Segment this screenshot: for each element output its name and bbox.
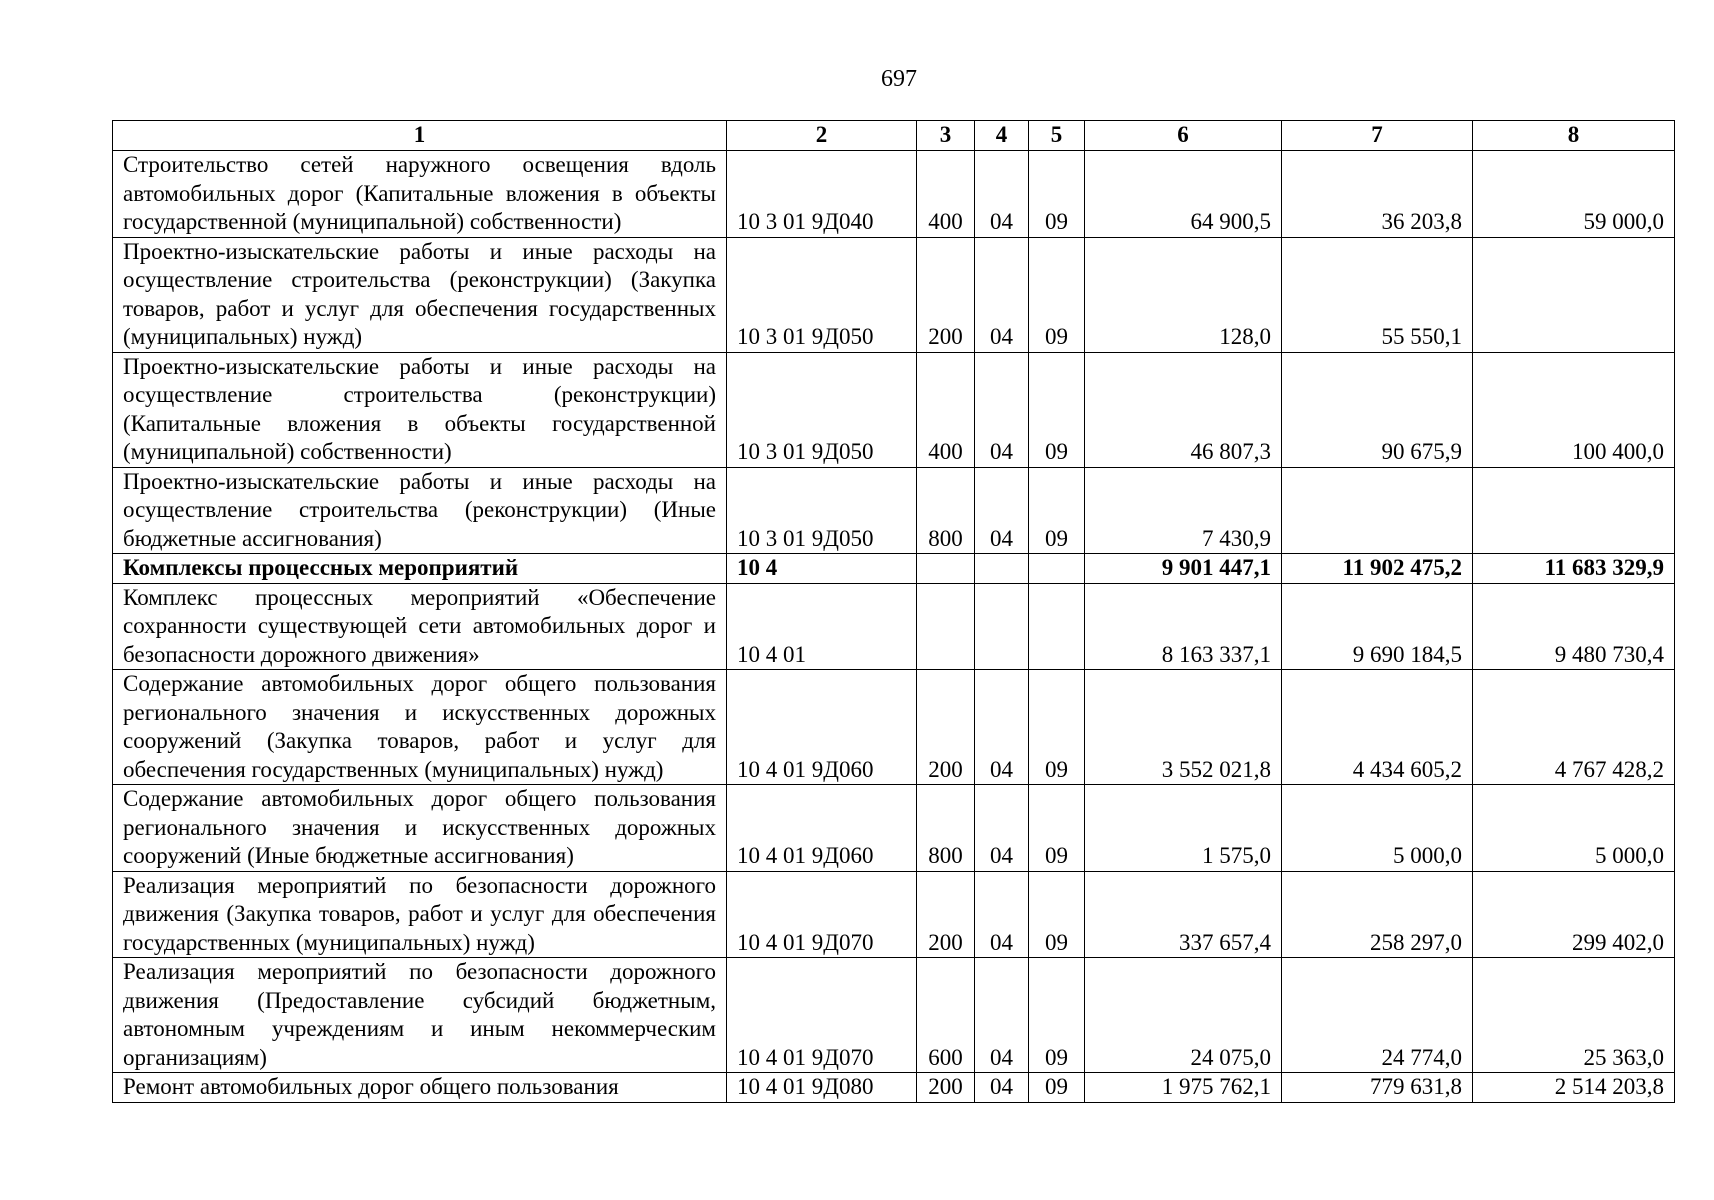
row-amount-col7-cell: 24 774,0 [1282,958,1473,1073]
row-amount-col6-cell: 1 575,0 [1085,785,1282,872]
row-amount-col7-cell: 9 690 184,5 [1282,583,1473,670]
row-amount-col7-cell: 55 550,1 [1282,237,1473,352]
row-code-cell: 10 4 01 9Д070 [727,958,917,1073]
row-section-cell: 04 [975,958,1029,1073]
row-name-cell: Ремонт автомобильных дорог общего пользования [113,1073,727,1103]
row-section-cell: 04 [975,871,1029,958]
row-section-cell: 04 [975,151,1029,238]
row-section-cell: 04 [975,467,1029,554]
row-amount-col6-cell: 24 075,0 [1085,958,1282,1073]
row-amount-col6-cell: 1 975 762,1 [1085,1073,1282,1103]
row-code-cell: 10 3 01 9Д050 [727,352,917,467]
budget-table [112,120,1675,1103]
row-expense-type-cell: 600 [917,958,975,1073]
table-row [113,467,1675,554]
row-amount-col8-cell: 100 400,0 [1473,352,1675,467]
row-amount-col8-cell [1473,237,1675,352]
row-amount-col7-cell [1282,467,1473,554]
row-code-cell: 10 4 01 9Д060 [727,670,917,785]
column-header: 6 [1085,121,1282,151]
table-row [113,237,1675,352]
column-header: 4 [975,121,1029,151]
row-name-cell: Реализация мероприятий по безопасности дорожного движения (Предоставление субсидий бюджетным, автономным учреждениям и иным некоммерческим организациям) [113,958,727,1073]
row-expense-type-cell: 400 [917,352,975,467]
row-subsection-cell: 09 [1029,352,1085,467]
row-section-cell [975,554,1029,584]
table-row [113,958,1675,1073]
row-subsection-cell [1029,554,1085,584]
row-amount-col7-cell: 36 203,8 [1282,151,1473,238]
row-expense-type-cell [917,583,975,670]
column-header: 2 [727,121,917,151]
row-amount-col6-cell: 7 430,9 [1085,467,1282,554]
row-amount-col6-cell: 337 657,4 [1085,871,1282,958]
row-amount-col6-cell: 64 900,5 [1085,151,1282,238]
row-amount-col8-cell: 59 000,0 [1473,151,1675,238]
table-row [113,1073,1675,1103]
row-subsection-cell: 09 [1029,871,1085,958]
row-code-cell: 10 3 01 9Д050 [727,467,917,554]
row-name-cell: Проектно-изыскательские работы и иные расходы на осуществление строительства (реконструкции) (Капитальные вложения в объекты государственной (муниципальной) собственности) [113,352,727,467]
page-number: 697 [881,66,917,92]
row-name-cell: Комплексы процессных мероприятий [113,554,727,584]
column-header: 5 [1029,121,1085,151]
row-name-cell: Содержание автомобильных дорог общего пользования регионального значения и искусственных дорожных сооружений (Иные бюджетные ассигнования) [113,785,727,872]
row-subsection-cell: 09 [1029,467,1085,554]
table-row [113,151,1675,238]
row-amount-col6-cell: 9 901 447,1 [1085,554,1282,584]
row-section-cell [975,583,1029,670]
row-section-cell: 04 [975,352,1029,467]
row-amount-col7-cell: 779 631,8 [1282,1073,1473,1103]
table-row [113,583,1675,670]
row-amount-col8-cell: 5 000,0 [1473,785,1675,872]
row-name-cell: Содержание автомобильных дорог общего пользования регионального значения и искусственных дорожных сооружений (Закупка товаров, работ и услуг для обеспечения государственных (муниципальных) нужд) [113,670,727,785]
row-amount-col8-cell: 25 363,0 [1473,958,1675,1073]
column-header: 8 [1473,121,1675,151]
row-amount-col7-cell: 4 434 605,2 [1282,670,1473,785]
row-section-cell: 04 [975,237,1029,352]
table-row [113,785,1675,872]
column-header: 3 [917,121,975,151]
row-amount-col7-cell: 5 000,0 [1282,785,1473,872]
row-subsection-cell: 09 [1029,237,1085,352]
table-row [113,554,1675,584]
row-section-cell: 04 [975,785,1029,872]
row-name-cell: Комплекс процессных мероприятий «Обеспечение сохранности существующей сети автомобильных дорог и безопасности дорожного движения» [113,583,727,670]
row-expense-type-cell: 400 [917,151,975,238]
row-code-cell: 10 4 01 9Д080 [727,1073,917,1103]
row-amount-col7-cell: 258 297,0 [1282,871,1473,958]
row-section-cell: 04 [975,1073,1029,1103]
row-name-cell: Проектно-изыскательские работы и иные расходы на осуществление строительства (реконструкции) (Иные бюджетные ассигнования) [113,467,727,554]
row-subsection-cell: 09 [1029,670,1085,785]
row-code-cell: 10 4 01 [727,583,917,670]
row-amount-col8-cell: 9 480 730,4 [1473,583,1675,670]
row-amount-col8-cell: 299 402,0 [1473,871,1675,958]
row-amount-col8-cell: 11 683 329,9 [1473,554,1675,584]
row-amount-col8-cell: 2 514 203,8 [1473,1073,1675,1103]
row-subsection-cell [1029,583,1085,670]
column-header: 7 [1282,121,1473,151]
row-code-cell: 10 3 01 9Д040 [727,151,917,238]
row-amount-col8-cell [1473,467,1675,554]
row-subsection-cell: 09 [1029,785,1085,872]
row-section-cell: 04 [975,670,1029,785]
table-row [113,670,1675,785]
table-row [113,871,1675,958]
row-amount-col6-cell: 128,0 [1085,237,1282,352]
row-expense-type-cell: 200 [917,670,975,785]
row-amount-col6-cell: 3 552 021,8 [1085,670,1282,785]
row-amount-col7-cell: 90 675,9 [1282,352,1473,467]
row-code-cell: 10 4 01 9Д060 [727,785,917,872]
table-row [113,352,1675,467]
row-expense-type-cell: 200 [917,237,975,352]
row-name-cell: Строительство сетей наружного освещения вдоль автомобильных дорог (Капитальные вложения в объекты государственной (муниципальной) собственности) [113,151,727,238]
row-subsection-cell: 09 [1029,1073,1085,1103]
row-expense-type-cell: 800 [917,467,975,554]
row-expense-type-cell: 200 [917,871,975,958]
row-expense-type-cell: 800 [917,785,975,872]
row-code-cell: 10 3 01 9Д050 [727,237,917,352]
column-header: 1 [113,121,727,151]
row-amount-col6-cell: 8 163 337,1 [1085,583,1282,670]
row-name-cell: Реализация мероприятий по безопасности дорожного движения (Закупка товаров, работ и услуг для обеспечения государственных (муниципальных) нужд) [113,871,727,958]
row-subsection-cell: 09 [1029,151,1085,238]
row-code-cell: 10 4 [727,554,917,584]
row-expense-type-cell [917,554,975,584]
row-amount-col7-cell: 11 902 475,2 [1282,554,1473,584]
row-expense-type-cell: 200 [917,1073,975,1103]
row-name-cell: Проектно-изыскательские работы и иные расходы на осуществление строительства (реконструкции) (Закупка товаров, работ и услуг для обеспечения государственных (муниципальных) нужд) [113,237,727,352]
table-header-row [113,121,1675,151]
row-amount-col6-cell: 46 807,3 [1085,352,1282,467]
row-subsection-cell: 09 [1029,958,1085,1073]
row-amount-col8-cell: 4 767 428,2 [1473,670,1675,785]
row-code-cell: 10 4 01 9Д070 [727,871,917,958]
